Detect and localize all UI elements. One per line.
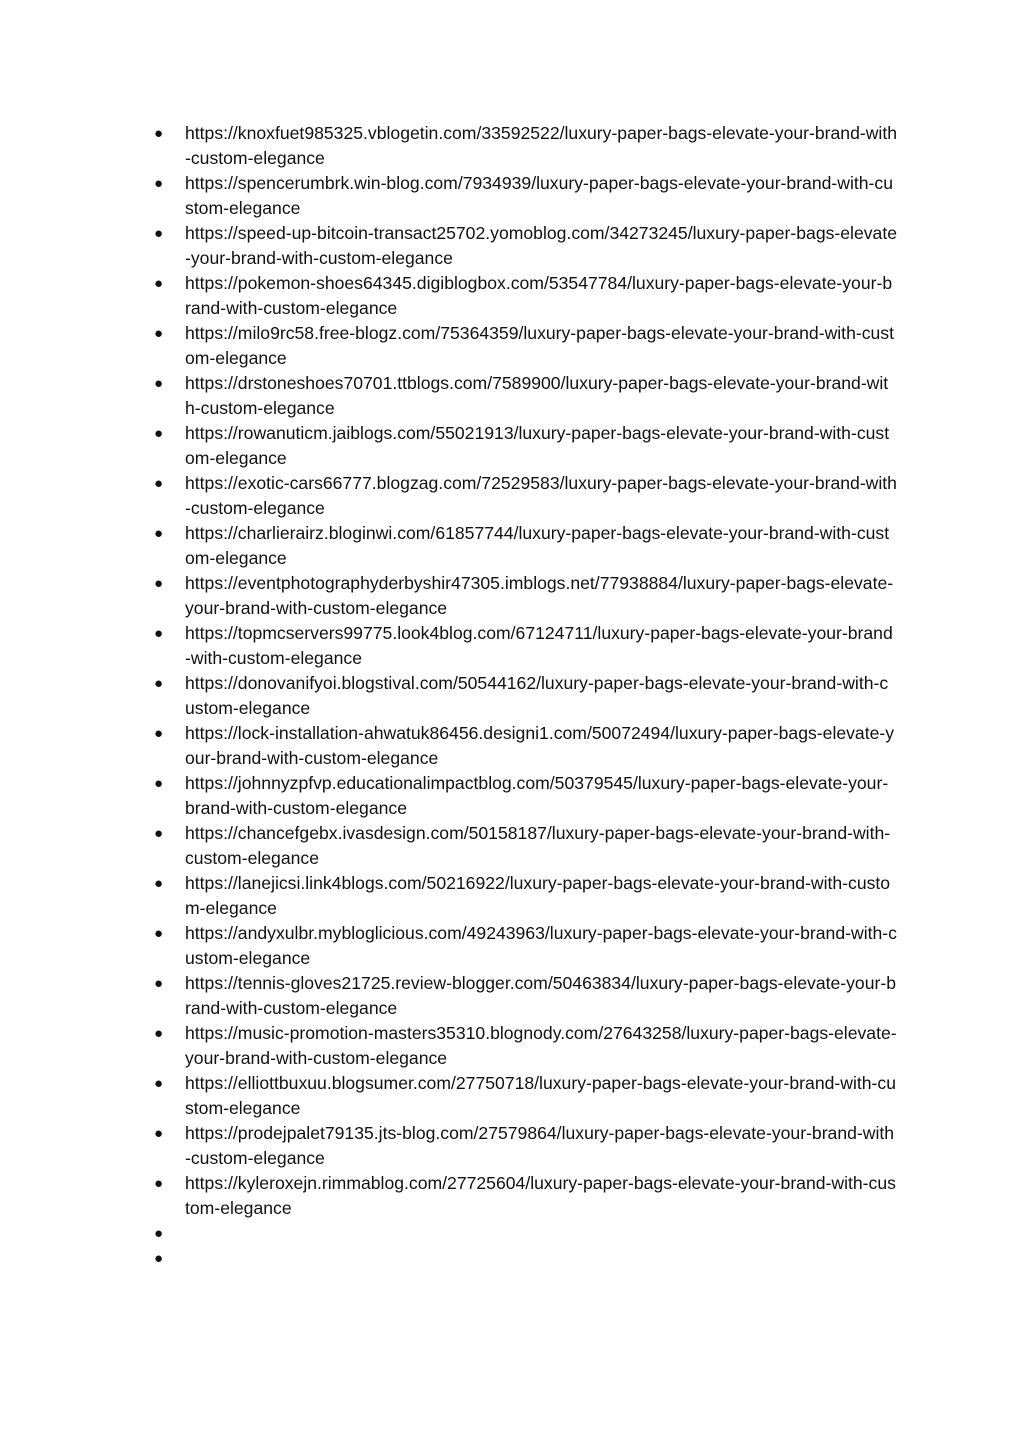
list-item [150, 771, 910, 821]
bullet-icon: ● [154, 1125, 164, 1142]
list-item [150, 521, 910, 571]
link-text[interactable]: https://drstoneshoes70701.ttblogs.com/7589900/luxury-paper-bags-elevate-your-brand-with-custom-elegance [185, 373, 889, 418]
link-text[interactable]: https://milo9rc58.free-blogz.com/75364359/luxury-paper-bags-elevate-your-brand-with-custom-elegance [185, 323, 894, 368]
bullet-icon: ● [154, 325, 164, 342]
link-text[interactable]: https://kyleroxejn.rimmablog.com/27725604/luxury-paper-bags-elevate-your-brand-with-custom-elegance [185, 1173, 896, 1218]
bullet-icon: ● [154, 975, 164, 992]
link-list [150, 121, 910, 1271]
bullet-icon: ● [154, 175, 164, 192]
list-item [150, 821, 910, 871]
list-item [150, 621, 910, 671]
bullet-icon: ● [154, 875, 164, 892]
list-item [150, 871, 910, 921]
link-text[interactable]: https://pokemon-shoes64345.digiblogbox.com/53547784/luxury-paper-bags-elevate-your-brand-with-custom-elegance [185, 273, 893, 318]
link-text[interactable]: https://eventphotographyderbyshir47305.imblogs.net/77938884/luxury-paper-bags-elevate-your-brand-with-custom-elegance [185, 573, 894, 618]
link-text[interactable]: https://knoxfuet985325.vblogetin.com/33592522/luxury-paper-bags-elevate-your-brand-with-custom-elegance [185, 123, 897, 168]
bullet-icon: ● [154, 125, 164, 142]
list-item [150, 971, 910, 1021]
link-text[interactable]: https://topmcservers99775.look4blog.com/67124711/luxury-paper-bags-elevate-your-brand-with-custom-elegance [185, 623, 893, 668]
bullet-icon: ● [154, 925, 164, 942]
bullet-icon: ● [154, 775, 164, 792]
bullet-icon: ● [154, 575, 164, 592]
link-text[interactable]: https://tennis-gloves21725.review-blogger.com/50463834/luxury-paper-bags-elevate-your-brand-with-custom-elegance [185, 973, 897, 1018]
link-text[interactable]: https://lock-installation-ahwatuk86456.designi1.com/50072494/luxury-paper-bags-elevate-your-brand-with-custom-elegance [185, 723, 895, 768]
link-text[interactable]: https://elliottbuxuu.blogsumer.com/27750718/luxury-paper-bags-elevate-your-brand-with-custom-elegance [185, 1073, 896, 1118]
link-text[interactable]: https://lanejicsi.link4blogs.com/50216922/luxury-paper-bags-elevate-your-brand-with-custom-elegance [185, 873, 891, 918]
link-text[interactable]: https://donovanifyoi.blogstival.com/50544162/luxury-paper-bags-elevate-your-brand-with-custom-elegance [185, 673, 889, 718]
bullet-icon: ● [154, 825, 164, 842]
list-item [150, 921, 910, 971]
list-item [150, 421, 910, 471]
link-text[interactable]: https://andyxulbr.mybloglicious.com/49243963/luxury-paper-bags-elevate-your-brand-with-custom-elegance [185, 923, 897, 968]
bullet-icon: ● [154, 275, 164, 292]
list-item [150, 1246, 910, 1271]
list-item [150, 1221, 910, 1246]
link-text[interactable]: https://johnnyzpfvp.educationalimpactblog.com/50379545/luxury-paper-bags-elevate-your-brand-with-custom-elegance [185, 773, 889, 818]
list-item [150, 1071, 910, 1121]
bullet-icon: ● [154, 1225, 164, 1242]
link-text[interactable]: https://charlierairz.bloginwi.com/61857744/luxury-paper-bags-elevate-your-brand-with-custom-elegance [185, 523, 890, 568]
list-item [150, 571, 910, 621]
list-item [150, 1021, 910, 1071]
bullet-icon: ● [154, 225, 164, 242]
list-item [150, 1171, 910, 1221]
bullet-icon: ● [154, 625, 164, 642]
link-text[interactable]: https://rowanuticm.jaiblogs.com/55021913/luxury-paper-bags-elevate-your-brand-with-custom-elegance [185, 423, 890, 468]
list-item [150, 271, 910, 321]
link-text[interactable]: https://chancefgebx.ivasdesign.com/50158187/luxury-paper-bags-elevate-your-brand-with-custom-elegance [185, 823, 891, 868]
bullet-icon: ● [154, 725, 164, 742]
link-text[interactable]: https://music-promotion-masters35310.blognody.com/27643258/luxury-paper-bags-elevate-your-brand-with-custom-elegance [185, 1023, 897, 1068]
list-item [150, 371, 910, 421]
list-item [150, 121, 910, 171]
link-text[interactable]: https://prodejpalet79135.jts-blog.com/27579864/luxury-paper-bags-elevate-your-brand-with-custom-elegance [185, 1123, 895, 1168]
list-item [150, 671, 910, 721]
link-text[interactable]: https://exotic-cars66777.blogzag.com/72529583/luxury-paper-bags-elevate-your-brand-with-custom-elegance [185, 473, 897, 518]
bullet-icon: ● [154, 1025, 164, 1042]
list-item [150, 321, 910, 371]
bullet-icon: ● [154, 525, 164, 542]
link-text [185, 1246, 897, 1271]
bullet-icon: ● [154, 425, 164, 442]
bullet-icon: ● [154, 1250, 164, 1267]
bullet-icon: ● [154, 475, 164, 492]
link-text [185, 1221, 897, 1246]
link-text[interactable]: https://spencerumbrk.win-blog.com/7934939/luxury-paper-bags-elevate-your-brand-with-custom-elegance [185, 173, 894, 218]
bullet-icon: ● [154, 375, 164, 392]
list-item [150, 471, 910, 521]
list-item [150, 721, 910, 771]
bullet-icon: ● [154, 1175, 164, 1192]
list-item [150, 221, 910, 271]
list-item [150, 1121, 910, 1171]
bullet-icon: ● [154, 675, 164, 692]
list-item [150, 171, 910, 221]
link-text[interactable]: https://speed-up-bitcoin-transact25702.yomoblog.com/34273245/luxury-paper-bags-elevate-your-brand-with-custom-elegance [185, 223, 897, 268]
bullet-icon: ● [154, 1075, 164, 1092]
